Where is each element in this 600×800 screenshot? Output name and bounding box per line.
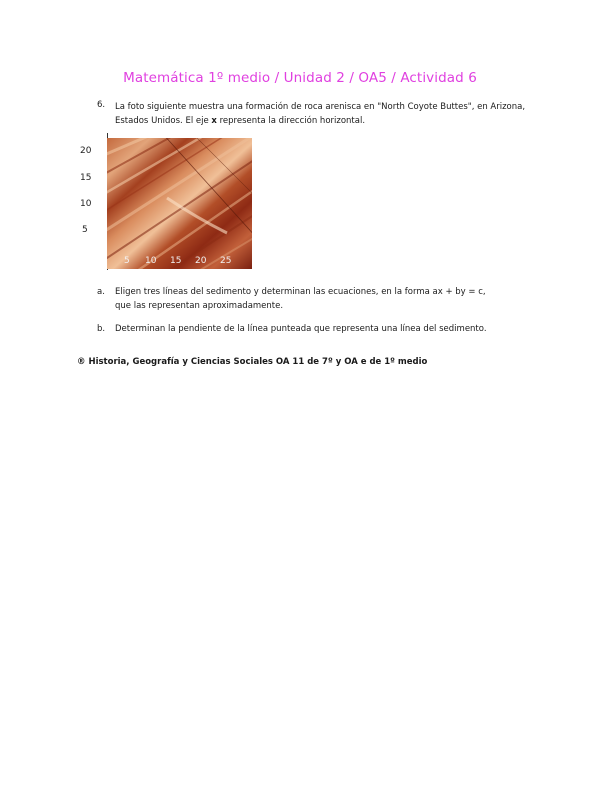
y-tick-label: 10 <box>80 199 92 209</box>
question-text-part2: representa la dirección horizontal. <box>216 116 366 126</box>
y-tick-label: 15 <box>80 173 92 183</box>
x-tick-label: 10 <box>145 256 157 266</box>
y-tick-label: 20 <box>80 146 92 156</box>
footer-reference: ® Historia, Geografía y Ciencias Sociales OA 11 de 7º y OA e de 1º medio <box>77 357 428 367</box>
sandstone-photo <box>107 138 252 269</box>
item-a-line1: Eligen tres líneas del sedimento y determinan las ecuaciones, en la forma ax + by = c, <box>115 287 486 297</box>
item-b-text: Determinan la pendiente de la línea punteada que representa una línea del sedimento. <box>115 324 487 334</box>
question-number: 6. <box>97 100 106 110</box>
x-tick-label: 25 <box>220 256 232 266</box>
item-b-marker: b. <box>97 324 106 334</box>
x-tick-label: 20 <box>195 256 207 266</box>
y-tick-label: 5 <box>82 225 88 235</box>
item-a-line2: que las representan aproximadamente. <box>115 301 284 311</box>
x-tick-label: 15 <box>170 256 182 266</box>
page-header: Matemática 1º medio / Unidad 2 / OA5 / Actividad 6 <box>123 70 477 86</box>
axis-variable: x <box>211 116 217 126</box>
question-text-part1: La foto siguiente muestra una formación de roca arenisca en "North Coyote Buttes", en Arizona, Estados Unidos. El eje <box>115 102 526 126</box>
item-a-text <box>115 285 545 313</box>
question-text <box>115 100 535 128</box>
sandstone-figure <box>75 133 260 278</box>
item-a-marker: a. <box>97 287 105 297</box>
x-tick-label: 5 <box>124 256 130 266</box>
